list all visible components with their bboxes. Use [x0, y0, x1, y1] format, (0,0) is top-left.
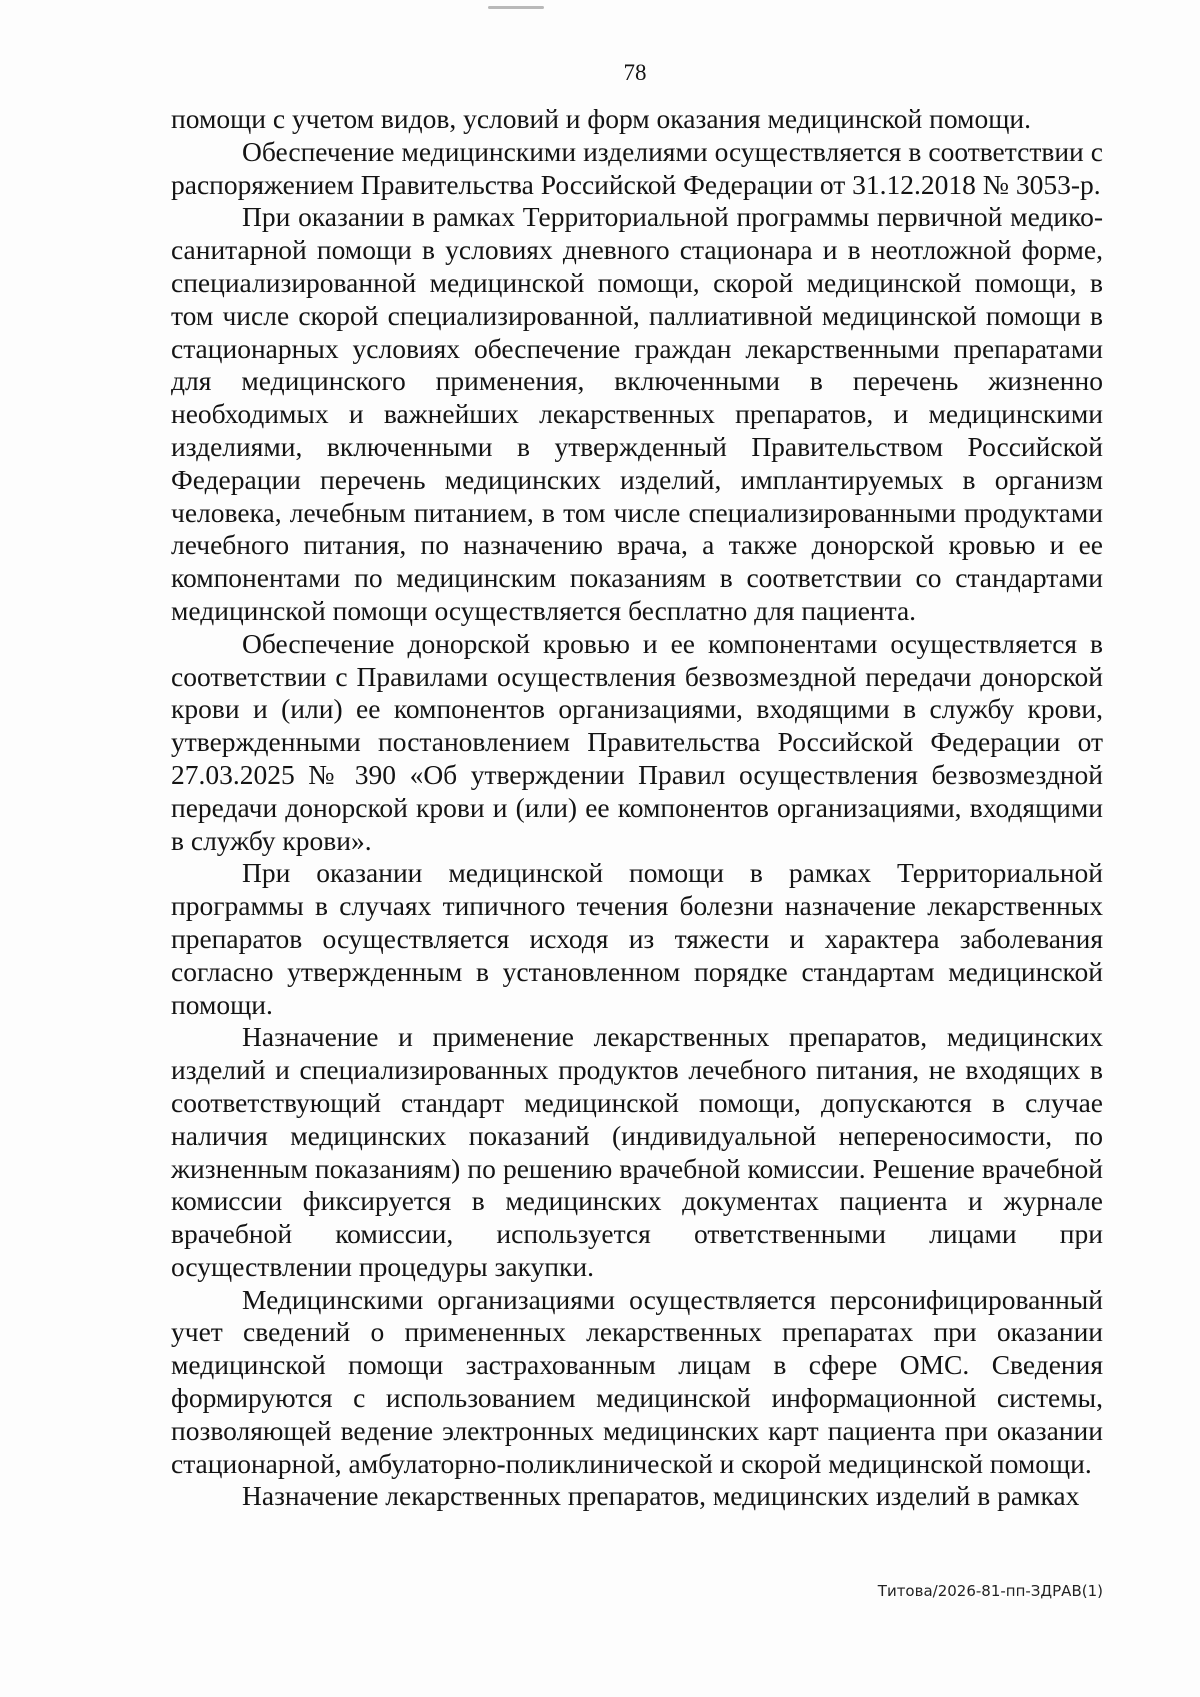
paragraph-medical-commission: Назначение и применение лекарственных препаратов, медицинских изделий и специализированных продуктов лечебного питания, не входящих в соответствующий стандарт медицинской помощи, допускаются в случае наличия медицинских показаний (индивидуальной непереносимости, по жизненным показаниям) по решению врачебной комиссии. Решение врачебной комиссии фиксируется в медицинских документах пациента и журнале врачебной комиссии, используется ответственными лицами при осуществлении процедуры закупки.	[171, 1021, 1103, 1282]
paragraph-prescription: Назначение лекарственных препаратов, медицинских изделий в рамках	[242, 1480, 1080, 1512]
paragraph-continuation: помощи с учетом видов, условий и форм оказания медицинской помощи.	[171, 103, 1031, 134]
paragraph-medical-devices: Обеспечение медицинскими изделиями осуществляется в соответствии с распоряжением Правительства Российской Федерации от 31.12.2018 № 3053-р.	[171, 135, 1103, 200]
paragraph-free-provision: При оказании в рамках Территориальной программы первичной медико-санитарной помощи в условиях дневного стационара и в неотложной форме, специализированной медицинской помощи, скорой медицинской помощи, в том числе скорой специализированной, паллиативной медицинской помощи в стационарных условиях обеспечение граждан лекарственными препаратами для медицинского применения, включенными в перечень жизненно необходимых и важнейших лекарственных препаратов, и медицинскими изделиями, включенными в утвержденный Правительством Российской Федерации перечень медицинских изделий, имплантируемых в организм человека, лечебным питанием, в том числе специализированными продуктами лечебного питания, по назначению врача, а также донорской кровью и ее компонентами по медицинским показаниям в соответствии со стандартами медицинской помощи осуществляется бесплатно для пациента.	[171, 201, 1103, 626]
scan-artifact-mark	[488, 6, 544, 9]
paragraph-personified-accounting: Медицинскими организациями осуществляется персонифицированный учет сведений о примененных лекарственных препаратах при оказании медицинской помощи застрахованным лицам в сфере ОМС. Сведения формируются с использованием медицинской информационной системы, позволяющей ведение электронных медицинских карт пациента при оказании стационарной, амбулаторно-поликлинической и скорой медицинской помощи.	[171, 1283, 1103, 1479]
document-body	[171, 103, 1103, 1513]
page-number: 78	[623, 60, 647, 85]
paragraph-typical-course: При оказании медицинской помощи в рамках Территориальной программы в случаях типичного течения болезни назначение лекарственных препаратов осуществляется исходя из тяжести и характера заболевания согласно утвержденным в установленном порядке стандартам медицинской помощи.	[171, 857, 1103, 1020]
document-reference-code: Титова/2026-81-пп-ЗДРАВ(1)	[877, 1582, 1103, 1600]
paragraph-donor-blood: Обеспечение донорской кровью и ее компонентами осуществляется в соответствии с Правилами осуществления безвозмездной передачи донорской крови и (или) ее компонентов организациями, входящими в службу крови, утвержденными постановлением Правительства Российской Федерации от 27.03.2025 № 390 «Об утверждении Правил осуществления безвозмездной передачи донорской крови и (или) ее компонентов организациями, входящими в службу крови».	[171, 627, 1103, 856]
